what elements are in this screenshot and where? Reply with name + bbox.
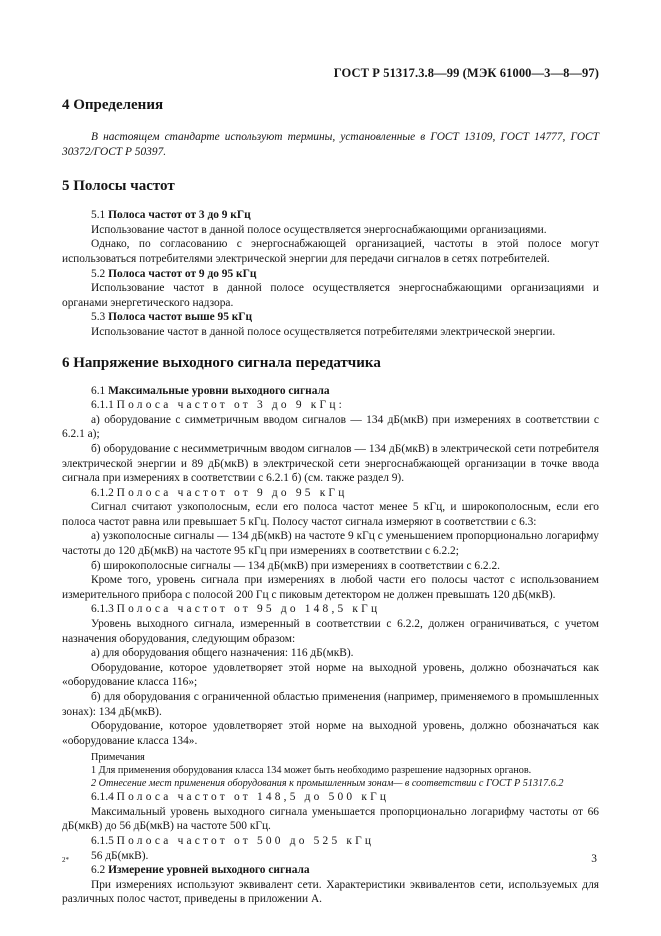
list-item: б) широкополосные сигналы — 134 дБ(мкВ) при измерениях в соответствии с 6.2.2. <box>91 559 501 572</box>
paragraph: При измерениях используют эквивалент сети. Характеристики эквивалентов сети, используемых для различных полос частот, приведены в приложении А. <box>62 878 599 906</box>
section-5-1-heading: 5.1 Полоса частот от 3 до 9 кГц <box>91 209 251 222</box>
section-6-heading: 6 Напряжение выходного сигнала передатчика <box>62 354 381 371</box>
signature-mark: 2* <box>62 856 69 864</box>
note-2: 2 Отнесение мест применения оборудования к промышленным зонам— в соответствии с ГОСТ Р 51317.6.2 <box>91 777 564 789</box>
section-6-1-5-heading: 6.1.5 Полоса частот от 500 до 525 кГц <box>91 834 375 847</box>
paragraph: Использование частот в данной полосе осуществляется энергоснабжающими организациями. <box>91 223 547 236</box>
paragraph: 56 дБ(мкВ). <box>91 849 149 862</box>
paragraph: Оборудование, которое удовлетворяет этой норме на выходной уровень, должно обозначаться как «оборудование класса 134». <box>62 720 599 747</box>
section-4-paragraph: В настоящем стандарте используют термины, установленные в ГОСТ 13109, ГОСТ 14777, ГОСТ 30372/ГОСТ Р 50397. <box>62 131 599 158</box>
list-item: а) для оборудования общего назначения: 116 дБ(мкВ). <box>91 647 354 660</box>
section-6-1-4-heading: 6.1.4 Полоса частот от 148,5 до 500 кГц <box>91 791 390 804</box>
running-header: ГОСТ Р 51317.3.8—99 (МЭК 61000—3—8—97) <box>333 66 599 80</box>
section-5-2-heading: 5.2 Полоса частот от 9 до 95 кГц <box>91 267 257 280</box>
section-6-1-heading: 6.1 Максимальные уровни выходного сигнала <box>91 384 330 397</box>
section-6-1-3-heading: 6.1.3 Полоса частот от 95 до 148,5 кГц <box>91 603 381 616</box>
list-item: а) оборудование с симметричным вводом сигналов — 134 дБ(мкВ) при измерениях в соответствии с 6.2.1 а); <box>62 413 599 441</box>
section-5-heading: 5 Полосы частот <box>62 178 175 195</box>
paragraph: Оборудование, которое удовлетворяет этой норме на выходной уровень, должно обозначаться как «оборудование класса 116»; <box>62 661 599 689</box>
list-item: б) оборудование с несимметричным вводом сигналов — 134 дБ(мкВ) в электрической сети потребителя электрической энергии и 89 дБ(мкВ) в электрической сети энергоснабжающей организации в точке ввода сигнала при измерениях в соответствии с 6.2.1 б) (см. также раздел 9). <box>62 442 599 485</box>
list-item: а) узкополосные сигналы — 134 дБ(мкВ) на частоте 9 кГц с уменьшением пропорционально логарифму частоты до 120 дБ(мкВ) на частоте 95 кГц при измерениях в соответствии с 6.2.2; <box>62 530 599 558</box>
paragraph: Однако, по согласованию с энергоснабжающей организацией, частоты в этой полосе могут использоваться потребителями электрической энергии для передачи сигналов в сетях потребителей. <box>62 238 599 265</box>
section-5-3-heading: 5.3 Полоса частот выше 95 кГц <box>91 311 253 324</box>
section-4-heading: 4 Определения <box>62 97 164 113</box>
paragraph: Использование частот в данной полосе осуществляется энергоснабжающими организациями и органами энергетического надзора. <box>62 282 599 309</box>
paragraph: Максимальный уровень выходного сигнала уменьшается пропорционально логарифму частоты от 66 дБ(мкВ) до 56 дБ(мкВ) на частоте 500 кГц. <box>62 805 599 833</box>
list-item: б) для оборудования с ограниченной областью применения (например, применяемого в промышленных зонах): 134 дБ(мкВ). <box>62 691 599 718</box>
paragraph: Использование частот в данной полосе осуществляется потребителями электрической энергии. <box>91 325 556 338</box>
page-number: 3 <box>591 853 597 865</box>
section-6-2-heading: 6.2 Измерение уровней выходного сигнала <box>91 864 310 877</box>
section-6-1-1-heading: 6.1.1 Полоса частот от 3 до 9 кГц: <box>91 399 345 412</box>
paragraph: Уровень выходного сигнала, измеренный в соответствии с 6.2.2, должен ограничиваться, с учетом назначения оборудования, следующим образом: <box>62 618 599 645</box>
note-1: 1 Для применения оборудования класса 134 может быть необходимо разрешение надзорных органов. <box>91 764 532 776</box>
section-6-1-2-heading: 6.1.2 Полоса частот от 9 до 95 кГц <box>91 486 348 499</box>
notes-title: Примечания <box>91 752 145 764</box>
page-body <box>62 86 599 907</box>
paragraph: Кроме того, уровень сигнала при измерениях в любой части его полосы частот с использованием измерительного прибора с полосой 200 Гц с пиковым детектором не должен превышать 120 дБ(мкВ). <box>62 574 599 601</box>
paragraph: Сигнал считают узкополосным, если его полоса частот менее 5 кГц, и широкополосным, если его полоса частот равна или превышает 5 кГц. Полосу частот сигнала измеряют в соответствии с 6.3: <box>62 501 599 528</box>
notes-block <box>62 752 599 790</box>
